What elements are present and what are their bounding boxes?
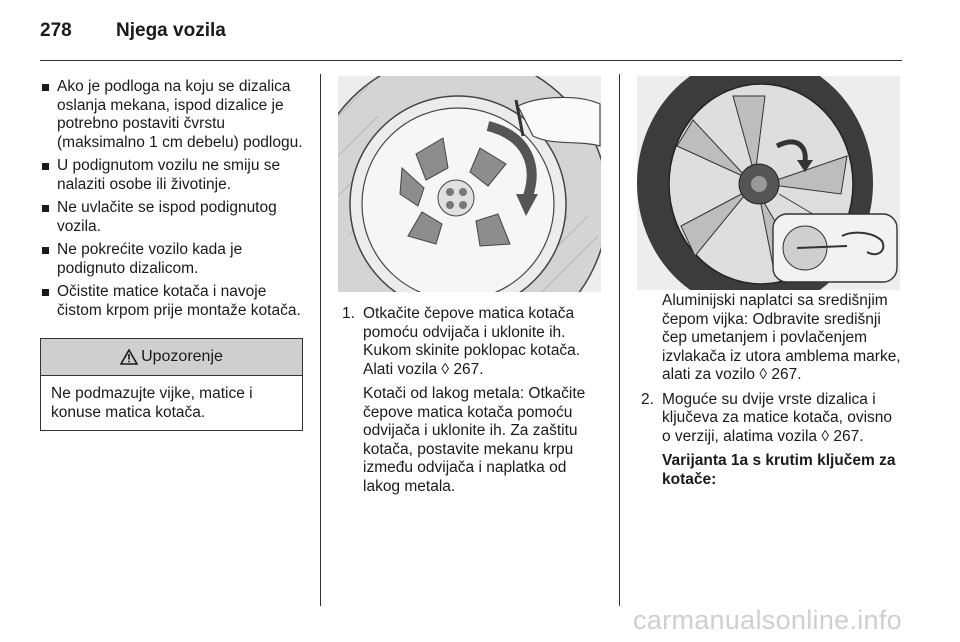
warning-title: Upozorenje xyxy=(141,348,223,365)
reference-arrow-icon: ◊ xyxy=(821,427,830,445)
bullet-item xyxy=(40,199,306,236)
bullet-text: Ako je podloga na koju se dizalica oslanja mekana, ispod dizalice je potrebno postaviti čvrstu (maksimalno 1 cm debelu) podlogu. xyxy=(57,78,303,151)
left-column xyxy=(40,78,306,325)
warning-triangle-icon xyxy=(120,349,138,365)
wheel-cover-illustration xyxy=(338,76,601,292)
warning-header xyxy=(41,339,302,376)
page-number: 278 xyxy=(40,20,72,41)
bullet-square-icon xyxy=(42,289,49,296)
reference-page-link[interactable]: 267. xyxy=(453,360,484,378)
bullet-square-icon xyxy=(42,163,49,170)
bullet-text: U podignutom vozilu ne smiju se nalaziti osobe ili životinje. xyxy=(57,157,281,193)
caption-text: Aluminijski naplatci sa središnjim čepom vijka: Odbravite središnji čep umetanjem i povlačenjem izvlakača iz utora amblema marke, alati za vozilo xyxy=(662,292,901,383)
reference-arrow-icon: ◊ xyxy=(759,366,768,383)
step-2 xyxy=(637,391,902,490)
page-title: Njega vozila xyxy=(116,20,226,41)
step-1-block xyxy=(338,305,600,496)
step-number: 2. xyxy=(641,390,654,408)
header-rule xyxy=(40,60,902,61)
page-header xyxy=(40,20,226,42)
bullet-square-icon xyxy=(42,84,49,91)
bullet-item xyxy=(40,157,306,194)
column-divider-left xyxy=(320,74,321,606)
bullet-text: Očistite matice kotača i navoje čistom krpom prije montaže kotača. xyxy=(57,283,301,319)
step-text: Moguće su dvije vrste dizalica i ključeva za matice kotača, ovisno o verziji, alatima vozila xyxy=(662,390,893,445)
bullet-square-icon xyxy=(42,205,49,212)
reference-page-link[interactable]: 267. xyxy=(771,366,802,383)
step-1 xyxy=(338,305,600,496)
step-text: Otkačite čepove matica kotača pomoću odvijača i uklonite ih. Kukom skinite poklopac kotača. Alati vozila xyxy=(363,305,581,378)
bullet-item xyxy=(40,241,306,278)
bullet-item xyxy=(40,78,306,152)
column-divider-right xyxy=(619,74,620,606)
variant-heading: Varijanta 1a s krutim ključem za kotače: xyxy=(662,452,896,488)
bullet-text: Ne pokrećite vozilo kada je podignuto dizalicom. xyxy=(57,241,243,277)
reference-page-link[interactable]: 267. xyxy=(833,427,864,445)
watermark: carmanualsonline.info xyxy=(633,605,902,635)
warning-text: Ne podmazujte vijke, matice i konuse matica kotača. xyxy=(51,385,253,421)
bullet-text: Ne uvlačite se ispod podignutog vozila. xyxy=(57,199,277,235)
reference-arrow-icon: ◊ xyxy=(441,360,450,378)
step-1-alloy-text: Kotači od lakog metala: Otkačite čepove matica kotača pomoću odvijača i uklonite ih. Za zaštitu kotača, postavite mekanu krpu između odvijača i naplatka od lakog metala. xyxy=(363,385,586,495)
alloy-wheel-illustration xyxy=(637,76,900,290)
image-caption xyxy=(637,292,902,385)
bullet-item xyxy=(40,283,306,320)
step-number: 1. xyxy=(342,305,355,322)
bullet-square-icon xyxy=(42,247,49,254)
right-column xyxy=(637,292,902,489)
warning-box xyxy=(40,338,303,431)
